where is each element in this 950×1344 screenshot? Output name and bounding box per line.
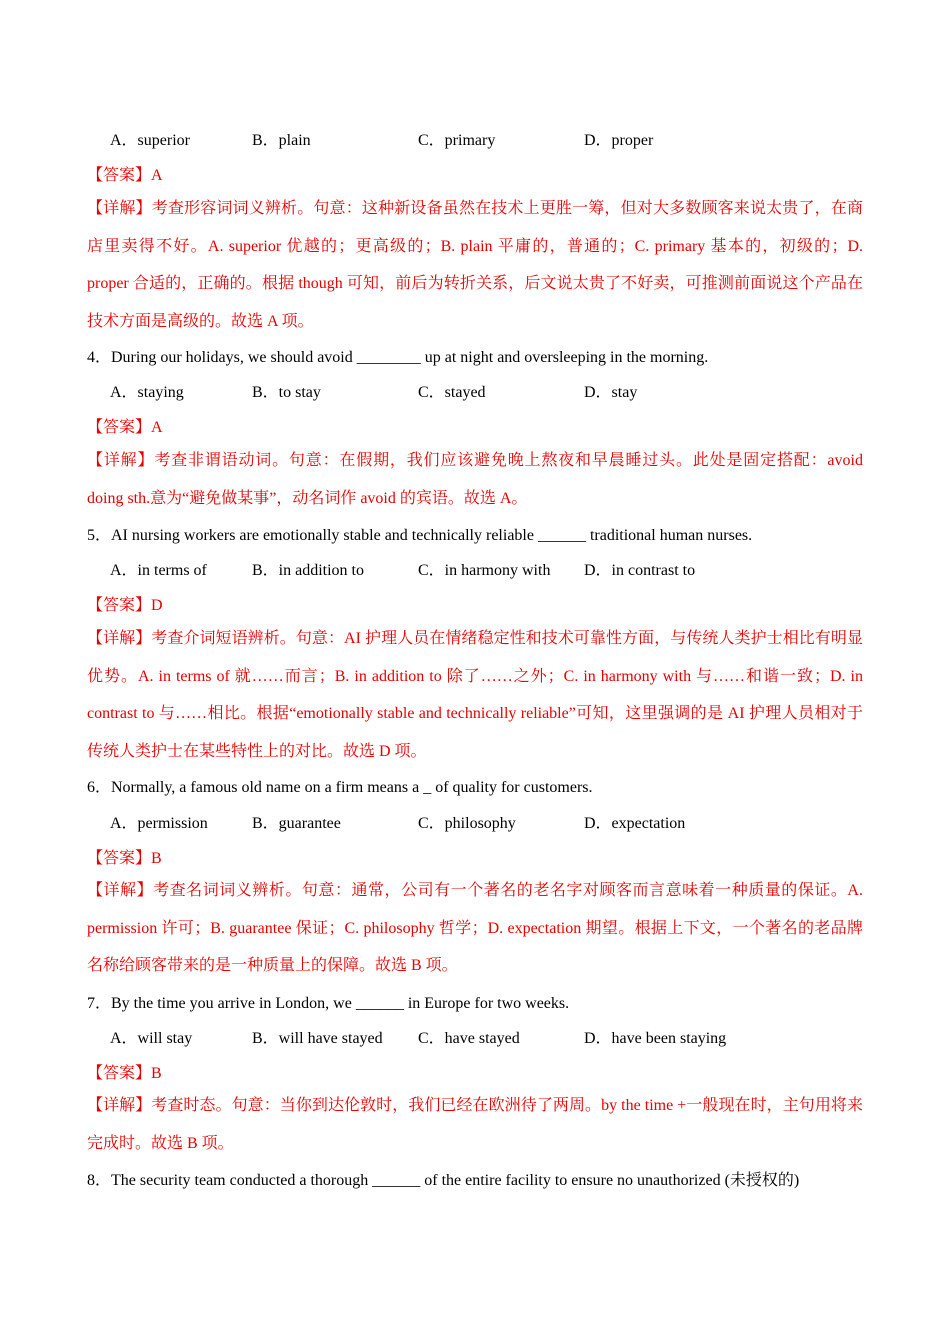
detail-text: 考查时态。句意：当你到达伦敦时，我们已经在欧洲待了两周。by the time +一般现在时，主句用将来完成时。故选 B 项。 [87, 1097, 863, 1152]
answer-value: B [151, 1065, 162, 1082]
q4-options [110, 379, 870, 401]
q3-options [110, 127, 870, 149]
q4-option-c: C．stayed [418, 384, 486, 401]
q5-option-d: D．in contrast to [584, 562, 696, 579]
q6-answer [87, 845, 162, 868]
q6-option-a: A．permission [110, 815, 208, 832]
detail-tag: 【详解】 [87, 200, 152, 217]
q7-question: 7．By the time you arrive in London, we ______ in Europe for two weeks. [87, 995, 570, 1012]
detail-text: 考查非谓语动词。句意：在假期，我们应该避免晚上熬夜和早晨睡过头。此处是固定搭配：avoid doing sth.意为“避免做某事”，动名词作 avoid 的宾语。故选 A。 [87, 452, 863, 507]
q4-option-d: D．stay [584, 384, 638, 401]
detail-tag: 【详解】 [87, 1097, 152, 1114]
q4-detail [87, 442, 863, 517]
q3-detail [87, 190, 863, 340]
q3-option-a: A．superior [110, 132, 190, 149]
detail-tag: 【详解】 [87, 452, 155, 469]
q5-option-a: A．in terms of [110, 562, 207, 579]
answer-value: A [151, 419, 163, 436]
detail-tag: 【详解】 [87, 882, 154, 899]
q4-question: 4．During our holidays, we should avoid ________ up at night and oversleeping in the morning. [87, 349, 709, 366]
q3-answer [87, 162, 163, 185]
detail-text: 考查形容词词义辨析。句意：这种新设备虽然在技术上更胜一筹，但对大多数顾客来说太贵了，在商店里卖得不好。A. superior 优越的；更高级的；B. plain 平庸的，普通的；C. primary 基本的，初级的；D. proper 合适的，正确的。根据 though 可知，前后为转折关系，后文说太贵了不好卖，可推测前面说这个产品在技术方面是高级的。故选 A 项。 [87, 200, 863, 330]
q5-options [110, 557, 870, 579]
detail-text: 考查名词词义辨析。句意：通常，公司有一个著名的老名字对顾客而言意味着一种质量的保证。A. permission 许可；B. guarantee 保证；C. philosophy 哲学；D. expectation 期望。根据上下文，一个著名的老品牌名称给顾客带来的是一种质量上的保障。故选 B 项。 [87, 882, 863, 974]
q6-question: 6．Normally, a famous old name on a firm means a _ of quality for customers. [87, 779, 593, 796]
q5-answer [87, 592, 163, 615]
q3-option-c: C．primary [418, 132, 496, 149]
q4-answer [87, 414, 163, 437]
answer-tag: 【答案】 [87, 850, 152, 867]
detail-tag: 【详解】 [87, 630, 152, 647]
q7-option-c: C．have stayed [418, 1030, 520, 1047]
detail-text: 考查介词短语辨析。句意：AI 护理人员在情绪稳定性和技术可靠性方面，与传统人类护士相比有明显优势。A. in terms of 就……而言；B. in addition to 除了……之外；C. in harmony with 与……和谐一致；D. in contrast to 与……相比。根据“emotionally stable and technically reliable”可知，这里强调的是 AI 护理人员相对于传统人类护士在某些特性上的对比。故选 D 项。 [87, 630, 863, 760]
answer-tag: 【答案】 [87, 1065, 152, 1082]
q7-options [110, 1025, 870, 1047]
q7-option-b: B．will have stayed [252, 1030, 383, 1047]
q7-option-d: D．have been staying [584, 1030, 727, 1047]
q6-option-c: C．philosophy [418, 815, 516, 832]
answer-tag: 【答案】 [87, 597, 152, 614]
q6-detail [87, 872, 863, 985]
q8-question: 8．The security team conducted a thorough ______ of the entire facility to ensure no unauthorized (未授权的) [87, 1172, 800, 1189]
q7-option-a: A．will stay [110, 1030, 193, 1047]
q7-detail [87, 1087, 863, 1162]
q5-question: 5．AI nursing workers are emotionally stable and technically reliable ______ traditional human nurses. [87, 527, 753, 544]
answer-tag: 【答案】 [87, 167, 152, 184]
q5-option-c: C．in harmony with [418, 562, 551, 579]
q6-option-d: D．expectation [584, 815, 686, 832]
answer-value: B [151, 850, 162, 867]
q7-answer [87, 1060, 162, 1083]
q5-detail [87, 620, 863, 770]
answer-value: D [151, 597, 163, 614]
answer-value: A [151, 167, 163, 184]
q3-option-d: D．proper [584, 132, 654, 149]
q3-option-b: B．plain [252, 132, 311, 149]
q4-option-a: A．staying [110, 384, 184, 401]
q6-option-b: B．guarantee [252, 815, 341, 832]
q6-options [110, 810, 870, 832]
q5-option-b: B．in addition to [252, 562, 365, 579]
q4-option-b: B．to stay [252, 384, 321, 401]
answer-tag: 【答案】 [87, 419, 152, 436]
